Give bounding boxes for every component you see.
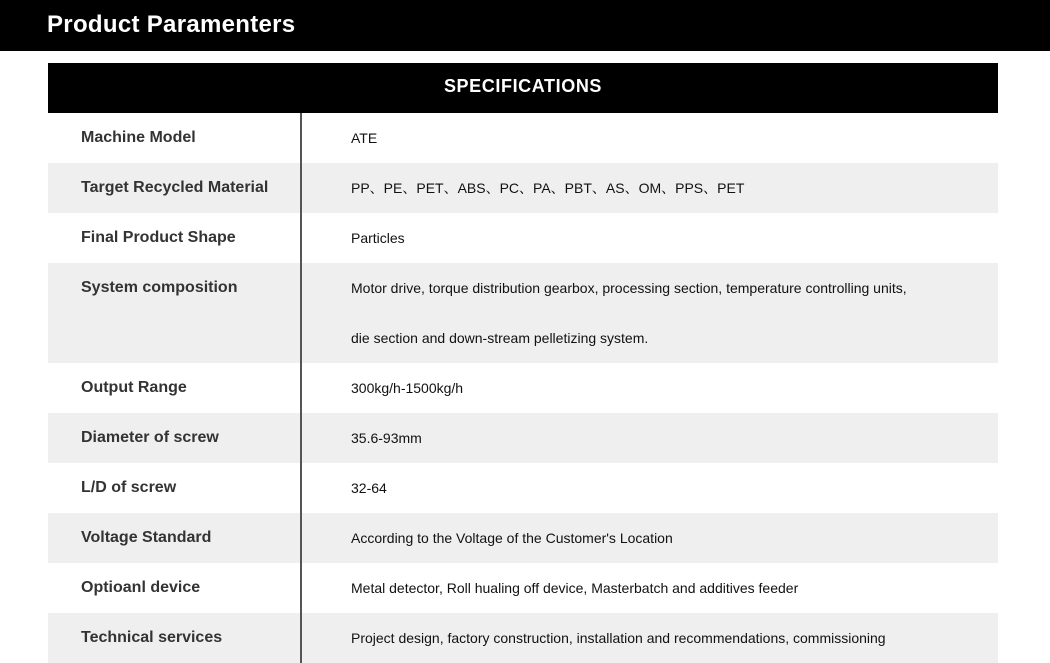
table-row-screw-diameter xyxy=(48,413,998,463)
row-value-continued: die section and down-stream pelletizing system. xyxy=(351,330,649,346)
table-row-optional-device xyxy=(48,563,998,613)
row-value: 35.6-93mm xyxy=(351,430,422,446)
row-value: ATE xyxy=(351,130,378,146)
row-label: L/D of screw xyxy=(81,479,177,496)
row-value: Metal detector, Roll hualing off device, Masterbatch and additives feeder xyxy=(351,580,799,596)
row-value: 300kg/h-1500kg/h xyxy=(351,380,464,396)
table-row-output-range xyxy=(48,363,998,413)
table-heading xyxy=(48,63,998,113)
table-row-voltage-standard xyxy=(48,513,998,563)
row-label: Target Recycled Material xyxy=(81,179,269,196)
table-row-system-composition xyxy=(48,263,998,363)
row-value: According to the Voltage of the Customer's Location xyxy=(351,530,673,546)
row-label: Technical services xyxy=(81,629,223,646)
specifications-table xyxy=(48,63,998,663)
table-heading-text: SPECIFICATIONS xyxy=(443,75,603,96)
page-title: Product Paramenters xyxy=(47,11,296,38)
table-row-screw-ld xyxy=(48,463,998,513)
page-header xyxy=(0,0,1050,51)
table-row-final-product-shape xyxy=(48,213,998,263)
row-label: Diameter of screw xyxy=(81,429,219,446)
row-value: PP、PE、PET、ABS、PC、PA、PBT、AS、OM、PPS、PET xyxy=(351,180,745,196)
row-label: Voltage Standard xyxy=(81,529,212,546)
row-value: 32-64 xyxy=(351,480,387,496)
row-label: Machine Model xyxy=(81,129,196,146)
row-value: Project design, factory construction, installation and recommendations, commissioning xyxy=(351,630,886,646)
row-label: System composition xyxy=(81,279,238,296)
row-label: Optioanl device xyxy=(81,579,201,596)
row-label: Final Product Shape xyxy=(81,229,236,246)
table-row-target-material xyxy=(48,163,998,213)
row-label: Output Range xyxy=(81,379,187,396)
row-value: Particles xyxy=(351,230,405,246)
table-row-technical-services xyxy=(48,613,998,663)
column-divider xyxy=(300,113,302,663)
row-value: Motor drive, torque distribution gearbox, processing section, temperature controlling units, xyxy=(351,280,907,296)
table-row-machine-model xyxy=(48,113,998,163)
